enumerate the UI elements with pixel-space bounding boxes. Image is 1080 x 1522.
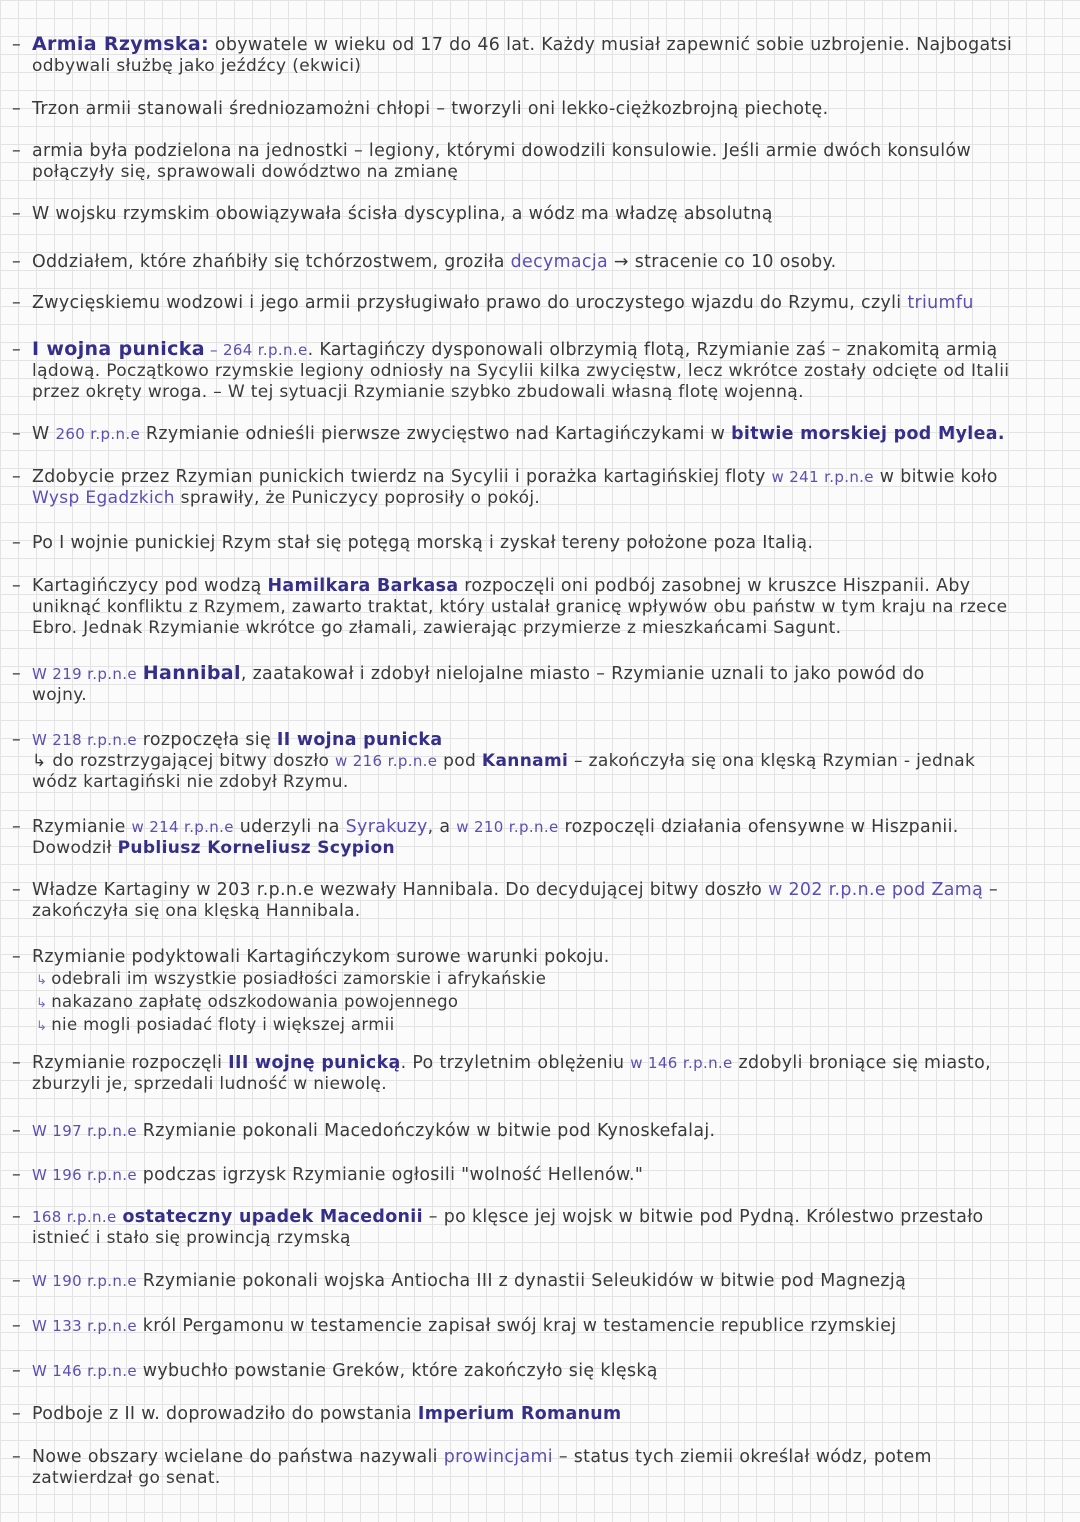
note-text: Rzymianie podyktowali Kartagińczykom surowe warunki pokoju. [32, 947, 610, 967]
note-line [12, 1447, 1066, 1468]
dash-bullet-icon: – [12, 467, 22, 487]
highlight-text: W 218 r.p.n.e [32, 731, 137, 749]
note-text: → stracenie co 10 osoby. [608, 252, 837, 272]
note-item [12, 730, 1066, 793]
note-line [12, 838, 1066, 859]
note-text: Rzymianie rozpoczęli [32, 1053, 229, 1073]
dash-bullet-icon: – [12, 880, 22, 900]
highlight-text: Publiusz Korneliusz Scypion [117, 838, 395, 858]
highlight-text: bitwie morskiej pod Mylea. [731, 424, 1005, 444]
highlight-text: w 210 r.p.n.e [456, 818, 559, 836]
highlight-text: W 146 r.p.n.e [32, 1362, 137, 1380]
dash-bullet-icon: – [12, 340, 22, 360]
note-item [12, 1165, 1066, 1186]
note-item [12, 252, 1066, 273]
note-item [12, 880, 1066, 922]
note-text: ↳ do rozstrzygającej bitwy doszło [32, 751, 336, 771]
note-line [12, 162, 1066, 183]
note-text: rozpoczęła się [136, 730, 277, 750]
dash-bullet-icon: – [12, 99, 22, 119]
note-line [12, 817, 1066, 838]
note-text: – [983, 880, 999, 900]
sub-arrow-icon: ↳ [36, 1019, 48, 1034]
highlight-text: w 241 r.p.n.e [771, 468, 874, 486]
note-text: armia była podzielona na jednostki – legiony, którymi dowodzili konsulowie. Jeśli armie dwóch konsulów [32, 141, 972, 161]
note-text: w bitwie koło [873, 467, 998, 487]
highlight-text: decymacja [510, 252, 609, 272]
note-text: Rzymianie odnieśli pierwsze zwycięstwo nad Kartagińczykami w [140, 424, 732, 444]
note-line [12, 1053, 1066, 1074]
note-text: uderzyli na [233, 817, 346, 837]
note-text: przez okręty wroga. – W tej sytuacji Rzymianie szybko zbudowali własną flotę wojenną. [32, 382, 804, 402]
highlight-text: II wojna punicka [276, 730, 443, 750]
note-line [12, 361, 1066, 382]
note-line [12, 339, 1066, 361]
note-text: pod [437, 751, 482, 771]
note-text: – status tych ziemii określał wódz, potem [552, 1447, 932, 1467]
note-text: Nowe obszary wcielane do państwa nazywali [32, 1447, 444, 1467]
note-item [12, 1361, 1066, 1382]
note-line [12, 1121, 1066, 1142]
note-text: rozpoczęli działania ofensywne w Hiszpanii. [558, 817, 959, 837]
note-item [12, 1121, 1066, 1142]
note-item [12, 99, 1066, 120]
note-line [12, 204, 1066, 225]
note-line [12, 597, 1066, 618]
highlight-text: Hannibal [142, 663, 241, 684]
note-text: Kartagińczycy pod wodzą [32, 576, 268, 596]
note-line [12, 685, 1066, 706]
dash-bullet-icon: – [12, 252, 22, 272]
note-item [12, 34, 1066, 77]
dash-bullet-icon: – [12, 664, 22, 684]
sub-arrow-icon: ↳ [36, 973, 48, 988]
highlight-text: – 264 r.p.n.e [204, 341, 308, 359]
note-text: Ebro. Jednak Rzymianie wkrótce go złamali, zawierając przymierze z mieszkańcami Sagunt. [32, 618, 842, 638]
note-text: . Kartagińczy dysponowali olbrzymią flotą, Rzymianie zaś – znakomitą armią [307, 340, 998, 360]
note-text: wojny. [32, 685, 87, 705]
note-text: W wojsku rzymskim obowiązywała ścisła dyscyplina, a wódz ma władzę absolutną [32, 204, 773, 224]
highlight-text: ostateczny upadek Macedonii [122, 1207, 423, 1227]
dash-bullet-icon: – [12, 424, 22, 444]
note-item [12, 339, 1066, 403]
note-line [12, 467, 1066, 488]
sub-point-text: nie mogli posiadać floty i większej armii [51, 1015, 395, 1034]
dash-bullet-icon: – [12, 141, 22, 161]
note-item [12, 1207, 1066, 1249]
highlight-text: W 196 r.p.n.e [32, 1166, 137, 1184]
note-line [12, 252, 1066, 273]
highlight-text: W 133 r.p.n.e [32, 1317, 137, 1335]
dash-bullet-icon: – [12, 35, 22, 55]
dash-bullet-icon: – [12, 204, 22, 224]
note-text: lądową. Początkowo rzymskie legiony odniosły na Sycylii kilka zwycięstw, lecz wkrótce zostały odcięte od Italii [32, 361, 1010, 381]
note-item [12, 1447, 1066, 1489]
dash-bullet-icon: – [12, 817, 22, 837]
note-line [12, 730, 1066, 751]
note-item [12, 204, 1066, 225]
highlight-text: w 146 r.p.n.e [630, 1054, 733, 1072]
note-item [12, 1271, 1066, 1292]
highlight-text: W 190 r.p.n.e [32, 1272, 137, 1290]
note-line [12, 1361, 1066, 1382]
note-line [12, 1404, 1066, 1425]
sub-point-text: odebrali im wszystkie posiadłości zamorskie i afrykańskie [51, 969, 547, 988]
note-line [12, 488, 1066, 509]
note-text: podczas igrzysk Rzymianie ogłosili "wolność Hellenów." [136, 1165, 644, 1185]
note-text: rozpoczęli oni podbój zasobnej w kruszce Hiszpanii. Aby [458, 576, 971, 596]
highlight-text: 260 r.p.n.e [55, 425, 141, 443]
note-line [12, 901, 1066, 922]
highlight-text: Hamilkara Barkasa [267, 576, 459, 596]
note-text: wybuchło powstanie Greków, które zakończyło się klęską [136, 1361, 658, 1381]
note-text: , zaatakował i zdobył nielojalne miasto – Rzymianie uznali to jako powód do [240, 664, 925, 684]
dash-bullet-icon: – [12, 1447, 22, 1467]
note-text: zatwierdzał go senat. [32, 1468, 221, 1488]
note-text: istnieć i stało się prowincją rzymską [32, 1228, 351, 1248]
note-line [12, 424, 1066, 445]
highlight-text: Imperium Romanum [417, 1404, 622, 1424]
highlight-text: III wojnę punicką [228, 1053, 401, 1073]
highlight-text: w 202 r.p.n.e pod Zamą [768, 880, 984, 900]
note-line [12, 533, 1066, 554]
note-line [12, 1316, 1066, 1337]
note-item [12, 1053, 1066, 1095]
note-line [12, 947, 1066, 968]
highlight-text: Kannami [481, 751, 569, 771]
note-line [12, 1468, 1066, 1489]
note-text: . Po trzyletnim oblężeniu [400, 1053, 631, 1073]
note-line [12, 1207, 1066, 1228]
note-line [12, 34, 1066, 56]
note-text: , a [427, 817, 457, 837]
highlight-text: triumfu [907, 293, 974, 313]
note-text: odbywali służbę jako jeźdźcy (ekwici) [32, 56, 362, 76]
note-text: uniknąć konfliktu z Rzymem, zawarto traktat, który ustalał granicę wpływów obu państw w tym kraju na rzece [32, 597, 1008, 617]
dash-bullet-icon: – [12, 1053, 22, 1073]
highlight-text: Syrakuzy [345, 817, 428, 837]
note-item [12, 467, 1066, 509]
note-text: obywatele w wieku od 17 do 46 lat. Każdy musiał zapewnić sobie uzbrojenie. Najbogatsi [208, 35, 1013, 55]
dash-bullet-icon: – [12, 1165, 22, 1185]
note-line [12, 663, 1066, 685]
dash-bullet-icon: – [12, 730, 22, 750]
note-text: Trzon armii stanowali średniozamożni chłopi – tworzyli oni lekko-ciężkozbrojną piechotę. [32, 99, 829, 119]
dash-bullet-icon: – [12, 1121, 22, 1141]
sub-point-text: nakazano zapłatę odszkodowania powojennego [51, 992, 459, 1011]
note-text: wódz kartagiński nie zdobył Rzymu. [32, 772, 349, 792]
note-text: zakończyła się ona klęską Hannibala. [32, 901, 361, 921]
note-text: Podboje z II w. doprowadziło do powstania [32, 1404, 418, 1424]
note-text: Rzymianie pokonali wojska Antiocha III z dynastii Seleukidów w bitwie pod Magnezją [136, 1271, 907, 1291]
dash-bullet-icon: – [12, 576, 22, 596]
note-text: zdobyli broniące się miasto, [732, 1053, 991, 1073]
note-item [12, 947, 1066, 1037]
sub-arrow-icon: ↳ [36, 996, 48, 1011]
sub-point [12, 991, 1066, 1014]
note-item [12, 533, 1066, 554]
note-line [12, 56, 1066, 77]
note-line [12, 141, 1066, 162]
note-item [12, 1316, 1066, 1337]
note-line [12, 382, 1066, 403]
note-text: Rzymianie pokonali Macedończyków w bitwie pod Kynoskefalaj. [136, 1121, 716, 1141]
dash-bullet-icon: – [12, 947, 22, 967]
note-text: Zwycięskiemu wodzowi i jego armii przysługiwało prawo do uroczystego wjazdu do Rzymu, czyli [32, 293, 908, 313]
note-line [12, 1228, 1066, 1249]
note-item [12, 576, 1066, 639]
highlight-text: Wysp Egadzkich [32, 488, 175, 508]
highlight-text: prowincjami [443, 1447, 553, 1467]
note-text: Po I wojnie punickiej Rzym stał się potęgą morską i zyskał tereny położone poza Italią. [32, 533, 814, 553]
note-line [12, 1271, 1066, 1292]
note-line [12, 1074, 1066, 1095]
note-line [12, 772, 1066, 793]
highlight-text: w 216 r.p.n.e [335, 752, 438, 770]
highlight-text: I wojna punicka [32, 339, 205, 360]
note-text: sprawiły, że Puniczycy poprosiły o pokój. [174, 488, 541, 508]
highlight-text: 168 r.p.n.e [32, 1208, 117, 1226]
note-item [12, 663, 1066, 706]
note-line [12, 99, 1066, 120]
highlight-text: W 219 r.p.n.e [32, 665, 137, 683]
note-line [12, 1165, 1066, 1186]
dash-bullet-icon: – [12, 293, 22, 313]
dash-bullet-icon: – [12, 1207, 22, 1227]
note-item [12, 141, 1066, 183]
sub-point [12, 1014, 1066, 1037]
highlight-text: Armia Rzymska: [32, 34, 209, 55]
note-item [12, 293, 1066, 314]
note-item [12, 1404, 1066, 1425]
note-text: Dowodził [32, 838, 118, 858]
highlight-text: w 214 r.p.n.e [131, 818, 234, 836]
note-line [12, 618, 1066, 639]
dash-bullet-icon: – [12, 1404, 22, 1424]
dash-bullet-icon: – [12, 1316, 22, 1336]
note-line [12, 751, 1066, 772]
note-text: Władze Kartaginy w 203 r.p.n.e wezwały Hannibala. Do decydującej bitwy doszło [32, 880, 769, 900]
highlight-text: W 197 r.p.n.e [32, 1122, 137, 1140]
note-line [12, 293, 1066, 314]
note-item [12, 817, 1066, 859]
note-text: W [32, 424, 56, 444]
note-text: Rzymianie [32, 817, 132, 837]
note-text: król Pergamonu w testamencie zapisał swój kraj w testamencie republice rzymskiej [136, 1316, 897, 1336]
note-text: Oddziałem, które zhańbiły się tchórzostwem, groziła [32, 252, 511, 272]
dash-bullet-icon: – [12, 533, 22, 553]
note-line [12, 576, 1066, 597]
sub-point [12, 968, 1066, 991]
note-line [12, 880, 1066, 901]
note-text: – zakończyła się ona klęską Rzymian - jednak [568, 751, 976, 771]
note-text: – po klęsce jej wojsk w bitwie pod Pydną. Królestwo przestało [422, 1207, 984, 1227]
note-item [12, 424, 1066, 445]
note-text: Zdobycie przez Rzymian punickich twierdz na Sycylii i porażka kartagińskiej floty [32, 467, 772, 487]
dash-bullet-icon: – [12, 1271, 22, 1291]
note-text: połączyły się, sprawowali dowództwo na zmianę [32, 162, 459, 182]
dash-bullet-icon: – [12, 1361, 22, 1381]
note-text: zburzyli je, sprzedali ludność w niewolę. [32, 1074, 387, 1094]
